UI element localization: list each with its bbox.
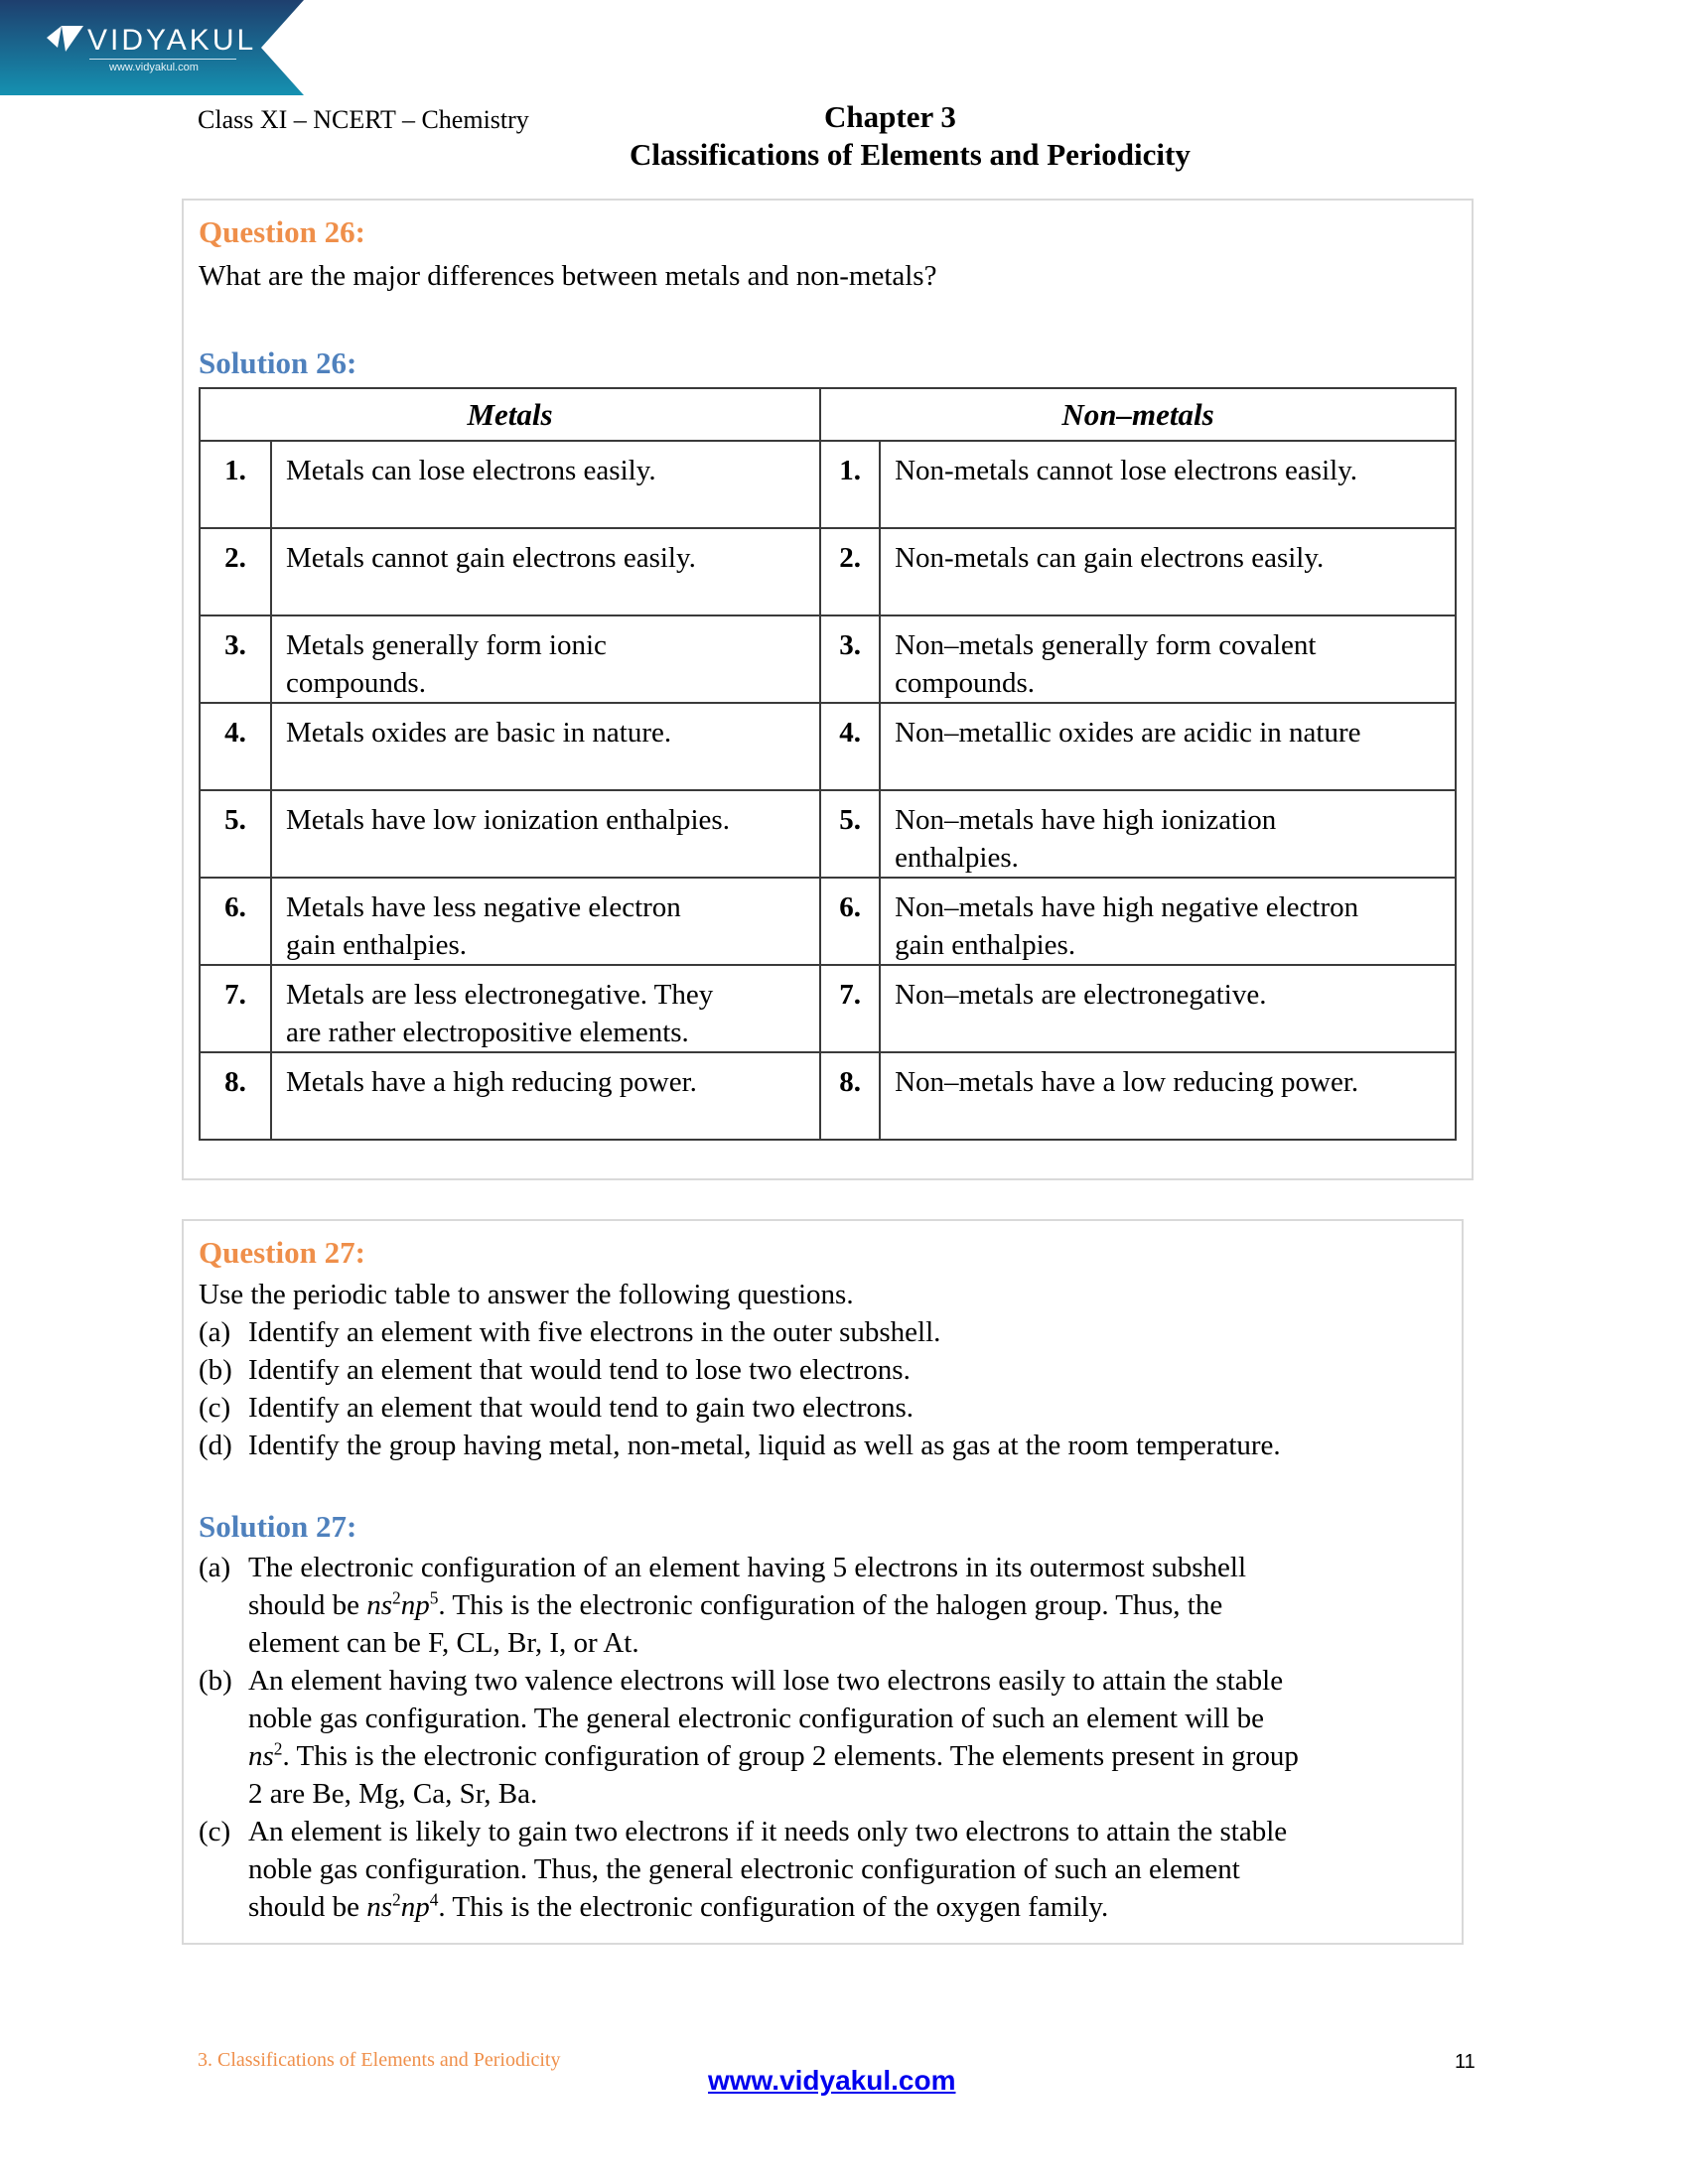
question-26-text: What are the major differences between metals and non-metals? [199,260,937,292]
text: . This is the electronic configuration of group 2 elements. The elements present in group [282,1740,1299,1772]
table-row [200,615,1456,703]
nonmetal-cell [880,1052,1456,1140]
superscript: 2 [273,1738,283,1759]
metal-cell [271,790,820,878]
metal-cell [271,441,820,528]
answer-b [199,1662,1299,1813]
part-label: (b) [199,1665,232,1697]
row-number: 8. [820,1052,880,1140]
part-label: (d) [199,1430,232,1461]
answer-line: element can be F, CL, Br, I, or At. [248,1627,639,1659]
row-number: 3. [820,615,880,703]
part-text: Identify an element with five electrons in the outer subshell. [248,1316,941,1348]
cell-line: gain enthalpies. [286,929,468,961]
config-term: ns [366,1589,393,1621]
cell-line: Non–metals have high negative electron [895,891,1359,923]
answer-line: The electronic configuration of an element having 5 electrons in its outermost subshell [248,1552,1247,1583]
cell-line: are rather electropositive elements. [286,1017,689,1048]
cell-line: Metals are less electronegative. They [286,979,714,1011]
row-number: 7. [820,965,880,1052]
cell-line: Non-metals cannot lose electrons easily. [895,455,1358,486]
cell-line: Non–metals have a low reducing power. [895,1066,1359,1098]
answer-line: 2 are Be, Mg, Ca, Sr, Ba. [248,1778,538,1810]
cell-line: Non–metallic oxides are acidic in nature [895,717,1361,749]
text: . This is the electronic configuration of the oxygen family. [438,1891,1109,1923]
part-text: Identify an element that would tend to gain two electrons. [248,1392,914,1424]
row-number: 6. [820,878,880,965]
question-26-card [182,199,1474,1180]
vidyakul-logo-banner [0,0,306,95]
solution-27-body [199,1549,1299,1926]
metal-cell [271,615,820,703]
answer-line [248,1737,1299,1775]
table-row [200,1052,1456,1140]
brand-underline [89,59,236,60]
question-27-intro: Use the periodic table to answer the following questions. [199,1279,854,1310]
metals-vs-nonmetals-table [199,387,1457,1141]
metal-cell [271,1052,820,1140]
cell-line: Metals have a high reducing power. [286,1066,697,1098]
row-number: 6. [200,878,271,965]
text: should be [248,1589,367,1621]
answer-c [199,1813,1299,1926]
cell-line: Non–metals generally form covalent [895,629,1317,661]
cell-line: Metals generally form ionic [286,629,607,661]
superscript: 2 [392,1889,401,1910]
table-row [200,441,1456,528]
metal-cell [271,878,820,965]
part-text: Identify the group having metal, non-metal, liquid as well as gas at the room temperature. [248,1430,1281,1461]
row-number: 7. [200,965,271,1052]
answer-line [248,1586,1299,1624]
row-number: 1. [820,441,880,528]
superscript: 5 [429,1587,439,1608]
table-row [200,703,1456,790]
question-27-label: Question 27: [199,1235,365,1270]
text: should be [248,1891,367,1923]
metal-cell [271,965,820,1052]
question-part [199,1351,1281,1389]
row-number: 4. [820,703,880,790]
nonmetal-cell [880,703,1456,790]
answer-line: An element is likely to gain two electrons if it needs only two electrons to attain the stable [248,1816,1288,1847]
chapter-number: Chapter 3 [824,99,956,134]
nonmetal-cell [880,878,1456,965]
footer-chapter-title: 3. Classifications of Elements and Periodicity [198,2049,561,2071]
nonmetal-cell [880,790,1456,878]
row-number: 1. [200,441,271,528]
row-number: 8. [200,1052,271,1140]
footer-website-link[interactable]: www.vidyakul.com [708,2065,956,2096]
cell-line: Metals oxides are basic in nature. [286,717,672,749]
question-part [199,1427,1281,1464]
page-number: 11 [1455,2051,1476,2073]
cell-line: Non–metals are electronegative. [895,979,1267,1011]
cell-line: compounds. [286,667,426,699]
part-label: (b) [199,1354,232,1386]
superscript: 2 [392,1587,401,1608]
part-label: (c) [199,1392,231,1424]
row-number: 3. [200,615,271,703]
answer-a [199,1549,1299,1662]
solution-27-label: Solution 27: [199,1509,357,1544]
config-term: np [400,1891,430,1923]
nonmetal-cell [880,965,1456,1052]
config-term: ns [248,1740,274,1772]
header-nonmetals: Non–metals [820,388,1456,441]
part-label: (c) [199,1816,231,1847]
config-term: np [400,1589,430,1621]
question-27-body [199,1276,1281,1464]
table-header-row [200,388,1456,441]
row-number: 5. [820,790,880,878]
brand-name: VIDYAKUL [87,24,257,57]
row-number: 4. [200,703,271,790]
cell-line: Metals can lose electrons easily. [286,455,656,486]
question-26-label: Question 26: [199,214,365,249]
part-text: Identify an element that would tend to lose two electrons. [248,1354,911,1386]
table-row [200,878,1456,965]
metal-cell [271,528,820,615]
course-label: Class XI – NCERT – Chemistry [198,105,529,134]
part-label: (a) [199,1552,231,1583]
answer-line [248,1888,1299,1926]
answer-line: noble gas configuration. Thus, the general electronic configuration of such an element [248,1853,1240,1885]
table-row [200,790,1456,878]
cell-line: gain enthalpies. [895,929,1076,961]
header-metals: Metals [200,388,820,441]
question-27-card [182,1219,1464,1945]
nonmetal-cell [880,615,1456,703]
cell-line: Non-metals can gain electrons easily. [895,542,1325,574]
cell-line: Metals have low ionization enthalpies. [286,804,730,836]
row-number: 2. [820,528,880,615]
part-label: (a) [199,1316,231,1348]
answer-line: noble gas configuration. The general electronic configuration of such an element will be [248,1703,1264,1734]
cell-line: Metals have less negative electron [286,891,681,923]
nonmetal-cell [880,441,1456,528]
table-row [200,965,1456,1052]
cell-line: Metals cannot gain electrons easily. [286,542,696,574]
text: . This is the electronic configuration of the halogen group. Thus, the [438,1589,1223,1621]
metal-cell [271,703,820,790]
answer-line: An element having two valence electrons will lose two electrons easily to attain the stable [248,1665,1284,1697]
cell-line: compounds. [895,667,1036,699]
row-number: 5. [200,790,271,878]
nonmetal-cell [880,528,1456,615]
question-part [199,1389,1281,1427]
cell-line: enthalpies. [895,842,1019,874]
superscript: 4 [429,1889,439,1910]
question-part [199,1313,1281,1351]
config-term: ns [366,1891,393,1923]
chapter-title: Classifications of Elements and Periodicity [630,137,1191,172]
brand-url: www.vidyakul.com [109,62,199,73]
row-number: 2. [200,528,271,615]
table-row [200,528,1456,615]
solution-26-label: Solution 26: [199,345,357,380]
cell-line: Non–metals have high ionization [895,804,1277,836]
